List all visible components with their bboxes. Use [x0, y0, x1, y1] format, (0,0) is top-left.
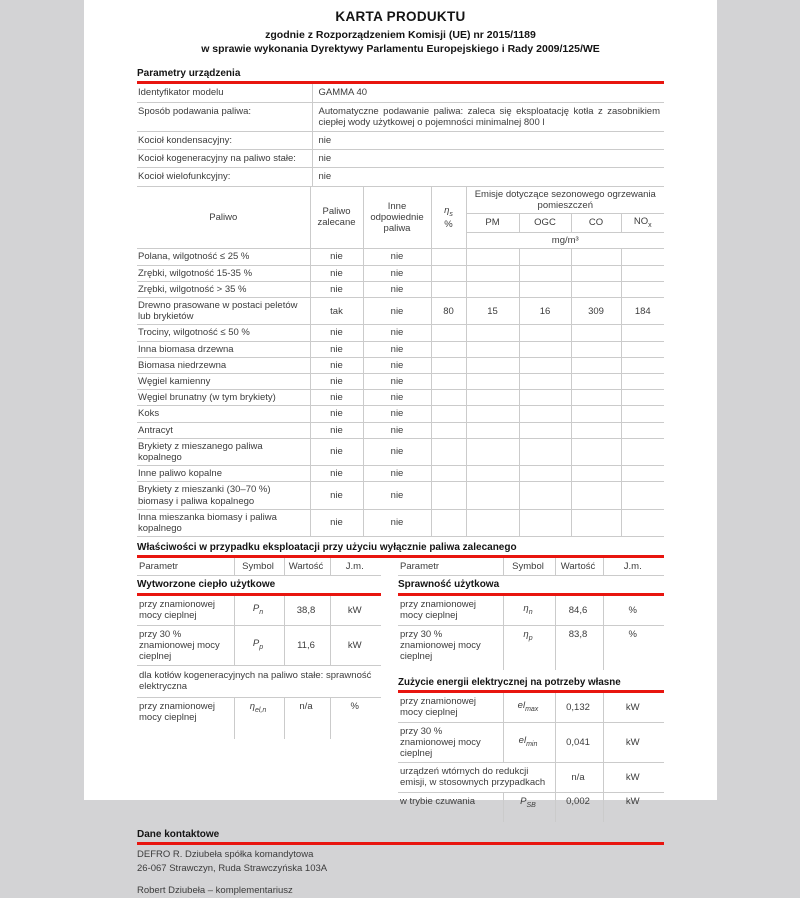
- table-row: [398, 722, 664, 763]
- table-row: [398, 595, 664, 625]
- heat-output-table: [137, 558, 381, 739]
- fuel-recommended: nie: [310, 509, 363, 536]
- fuel-other: nie: [363, 357, 431, 373]
- param-unit: kW: [330, 595, 381, 625]
- table-row: [137, 422, 664, 438]
- param-value: nie: [312, 150, 664, 168]
- fuel-other: nie: [363, 509, 431, 536]
- subsection-heading-efficiency: Sprawność użytkowa: [398, 576, 664, 595]
- table-row: [137, 357, 664, 373]
- table-row: [398, 576, 664, 595]
- param-value: Automatyczne podawanie paliwa: zaleca się eksploatację kotła z zasobnikiem ciepłej wody użytkowej o pojemności minimalnej 800 l: [312, 102, 664, 131]
- col-header-symbol: Symbol: [234, 558, 284, 576]
- table-row: [137, 325, 664, 341]
- param-value: 38,8: [284, 595, 330, 625]
- param-value: nie: [312, 168, 664, 186]
- fuel-name: Inne paliwo kopalne: [137, 466, 310, 482]
- fuel-eta: 80: [431, 297, 466, 324]
- param-value: 0,002: [555, 792, 603, 822]
- param-label: przy 30 % znamionowej mocy cieplnej: [137, 625, 234, 666]
- col-header-wartosc: Wartość: [284, 558, 330, 576]
- fuel-recommended: nie: [310, 482, 363, 509]
- fuel-name: Zrębki, wilgotność 15-35 %: [137, 265, 310, 281]
- fuel-ogc: [519, 249, 571, 265]
- table-row: [398, 763, 664, 792]
- contact-person: Robert Dziubeła – komplementariusz: [137, 885, 293, 897]
- fuel-name: Trociny, wilgotność ≤ 50 %: [137, 325, 310, 341]
- fuel-recommended: nie: [310, 281, 363, 297]
- table-row: [137, 297, 664, 324]
- fuel-recommended: nie: [310, 390, 363, 406]
- fuel-recommended: nie: [310, 341, 363, 357]
- table-row: [137, 150, 664, 168]
- param-label: w trybie czuwania: [400, 795, 475, 807]
- table-header-row: [398, 558, 664, 576]
- fuel-name: Antracyt: [137, 422, 310, 438]
- param-value: 0,132: [555, 693, 603, 722]
- fuel-recommended: nie: [310, 438, 363, 465]
- table-row: [137, 341, 664, 357]
- col-header-nox: $NO_x$: [621, 213, 664, 232]
- section-heading-contact: Dane kontaktowe: [137, 829, 664, 845]
- table-row: [398, 792, 664, 822]
- fuel-name: Inna mieszanka biomasy i paliwa kopalnego: [137, 509, 310, 536]
- col-header-jm: J.m.: [603, 558, 664, 576]
- col-header-wartosc: Wartość: [555, 558, 603, 576]
- fuel-co: 309: [571, 297, 621, 324]
- col-header-jm: J.m.: [330, 558, 381, 576]
- fuel-recommended: nie: [310, 265, 363, 281]
- fuel-name: Polana, wilgotność ≤ 25 %: [137, 249, 310, 265]
- param-label: Kocioł kogeneracyjny na paliwo stałe:: [137, 150, 312, 168]
- fuel-name: Węgiel brunatny (w tym brykiety): [137, 390, 310, 406]
- page-subtitle-regulation: zgodnie z Rozporządzeniem Komisji (UE) nr 2015/1189: [265, 29, 536, 41]
- table-row: [137, 438, 664, 465]
- fuel-other: nie: [363, 265, 431, 281]
- table-row: [137, 168, 664, 186]
- param-symbol: $\eta_p$: [503, 625, 555, 670]
- page-title: KARTA PRODUKTU: [335, 9, 466, 24]
- fuel-recommended: nie: [310, 357, 363, 373]
- table-row: [137, 249, 664, 265]
- fuel-recommended: nie: [310, 422, 363, 438]
- fuel-other: nie: [363, 466, 431, 482]
- param-value: 0,041: [555, 722, 603, 763]
- fuel-other: nie: [363, 341, 431, 357]
- energy-consumption-table: [398, 693, 664, 822]
- param-label: przy znamionowej mocy cieplnej: [398, 693, 503, 722]
- param-label: Sposób podawania paliwa:: [137, 102, 312, 131]
- table-row: [137, 102, 664, 131]
- fuel-co: [571, 249, 621, 265]
- param-value: 83,8: [555, 625, 603, 670]
- param-symbol: $el_{max}$: [503, 693, 555, 722]
- fuel-other: nie: [363, 325, 431, 341]
- param-value: GAMMA 40: [312, 84, 664, 102]
- table-row: [137, 406, 664, 422]
- param-unit: %: [603, 595, 664, 625]
- table-row: [137, 466, 664, 482]
- param-unit: kW: [603, 693, 664, 722]
- col-header-parametr: Parametr: [137, 558, 234, 576]
- fuel-other: nie: [363, 373, 431, 389]
- param-unit: kW: [603, 722, 664, 763]
- table-row: [398, 625, 664, 670]
- param-value: nie: [312, 131, 664, 149]
- table-row: [137, 576, 381, 595]
- param-value: 84,6: [555, 595, 603, 625]
- efficiency-table: [398, 558, 664, 670]
- col-header-parametr: Parametr: [398, 558, 503, 576]
- param-symbol: $\eta_{el,n}$: [234, 697, 284, 739]
- param-label: przy 30 % znamionowej mocy cieplnej: [400, 628, 481, 662]
- fuel-other: nie: [363, 422, 431, 438]
- param-label: Identyfikator modelu: [137, 84, 312, 102]
- fuel-recommended: nie: [310, 406, 363, 422]
- fuel-other: nie: [363, 249, 431, 265]
- subsection-heading-heat: Wytworzone ciepło użytkowe: [137, 576, 381, 595]
- fuel-recommended: nie: [310, 325, 363, 341]
- table-row: [398, 693, 664, 722]
- param-unit: kW: [330, 625, 381, 666]
- contact-company: DEFRO R. Dziubeła spółka komandytowa: [137, 848, 314, 860]
- table-row: [137, 281, 664, 297]
- table-row: [137, 84, 664, 102]
- section-heading-energy: Zużycie energii elektrycznej na potrzeby własne: [398, 677, 664, 693]
- fuel-recommended: nie: [310, 466, 363, 482]
- col-header-emissions: Emisje dotyczące sezonowego ogrzewania pomieszczeń: [466, 187, 664, 214]
- table-row: [137, 265, 664, 281]
- fuel-recommended: tak: [310, 297, 363, 324]
- contact-address: 26-067 Strawczyn, Ruda Strawczyńska 103A: [137, 862, 328, 874]
- param-label: Kocioł wielofunkcyjny:: [137, 168, 312, 186]
- param-symbol: $P_n$: [234, 595, 284, 625]
- fuel-other: nie: [363, 281, 431, 297]
- col-header-unit: mg/m³: [466, 233, 664, 249]
- param-label: urządzeń wtórnych do redukcji emisji, w stosownych przypadkach: [398, 763, 555, 792]
- param-symbol: $el_{min}$: [503, 722, 555, 763]
- table-row: [137, 373, 664, 389]
- param-label: przy znamionowej mocy cieplnej: [137, 595, 234, 625]
- param-label: przy 30 % znamionowej mocy cieplnej: [398, 722, 503, 763]
- param-label: Kocioł kondensacyjny:: [137, 131, 312, 149]
- fuel-other: nie: [363, 406, 431, 422]
- section-heading-parameters: Parametry urządzenia: [137, 68, 664, 84]
- param-value: n/a: [555, 763, 603, 792]
- param-value: 11,6: [284, 625, 330, 666]
- table-row: [137, 697, 381, 739]
- fuel-recommended: nie: [310, 249, 363, 265]
- cogeneration-note: dla kotłów kogeneracyjnych na paliwo stałe: sprawność elektryczna: [137, 666, 381, 697]
- fuel-pm: [466, 249, 519, 265]
- fuel-emissions-table: [137, 187, 664, 538]
- table-row: [137, 390, 664, 406]
- table-row: [137, 482, 664, 509]
- page-subtitle-directive: w sprawie wykonania Dyrektywy Parlamentu Europejskiego i Rady 2009/125/WE: [201, 43, 600, 56]
- col-header-ogc: OGC: [519, 213, 571, 232]
- fuel-nox: [621, 249, 664, 265]
- fuel-name: Inna biomasa drzewna: [137, 341, 310, 357]
- param-value: n/a: [284, 697, 330, 739]
- param-unit: kW: [603, 792, 664, 822]
- col-header-other-fuels: Inne odpowiednie paliwa: [363, 187, 431, 249]
- document-page: [84, 0, 717, 897]
- properties-columns: [137, 558, 664, 822]
- col-header-eta-s: $\eta_s$ %: [431, 187, 466, 249]
- fuel-name: Koks: [137, 406, 310, 422]
- col-header-pm: PM: [466, 213, 519, 232]
- fuel-other: nie: [363, 297, 431, 324]
- device-parameters-table: [137, 84, 664, 186]
- param-unit: %: [330, 697, 381, 739]
- table-row: [137, 131, 664, 149]
- table-row: [137, 509, 664, 536]
- table-row: [137, 666, 381, 697]
- fuel-other: nie: [363, 482, 431, 509]
- param-symbol: $\eta_n$: [503, 595, 555, 625]
- fuel-recommended: nie: [310, 373, 363, 389]
- properties-left-column: [137, 558, 381, 739]
- properties-right-column: [398, 558, 664, 822]
- param-symbol: $P_{SB}$: [503, 792, 555, 822]
- fuel-pm: 15: [466, 297, 519, 324]
- document-header: [137, 9, 664, 56]
- table-header-row: [137, 558, 381, 576]
- table-row: [137, 595, 381, 625]
- fuel-other: nie: [363, 438, 431, 465]
- fuel-eta: [431, 249, 466, 265]
- fuel-name: Zrębki, wilgotność > 35 %: [137, 281, 310, 297]
- param-symbol: $P_p$: [234, 625, 284, 666]
- contact-block: [137, 848, 664, 898]
- col-header-symbol: Symbol: [503, 558, 555, 576]
- fuel-name: Drewno prasowane w postaci peletów lub brykietów: [137, 297, 310, 324]
- fuel-name: Biomasa niedrzewna: [137, 357, 310, 373]
- col-header-co: CO: [571, 213, 621, 232]
- col-header-fuel: Paliwo: [137, 187, 310, 249]
- fuel-name: Brykiety z mieszanego paliwa kopalnego: [137, 438, 310, 465]
- param-label: przy znamionowej mocy cieplnej: [139, 700, 216, 723]
- fuel-name: Brykiety z mieszanki (30–70 %) biomasy i paliwa kopalnego: [137, 482, 310, 509]
- param-unit: kW: [603, 763, 664, 792]
- table-row: [137, 625, 381, 666]
- param-unit: %: [603, 625, 664, 670]
- section-heading-properties: Właściwości w przypadku eksploatacji przy użyciu wyłącznie paliwa zalecanego: [137, 542, 664, 558]
- table-header-row: [137, 187, 664, 214]
- col-header-recommended-fuel: Paliwo zalecane: [310, 187, 363, 249]
- fuel-ogc: 16: [519, 297, 571, 324]
- fuel-nox: 184: [621, 297, 664, 324]
- fuel-other: nie: [363, 390, 431, 406]
- param-label: przy znamionowej mocy cieplnej: [398, 595, 503, 625]
- fuel-name: Węgiel kamienny: [137, 373, 310, 389]
